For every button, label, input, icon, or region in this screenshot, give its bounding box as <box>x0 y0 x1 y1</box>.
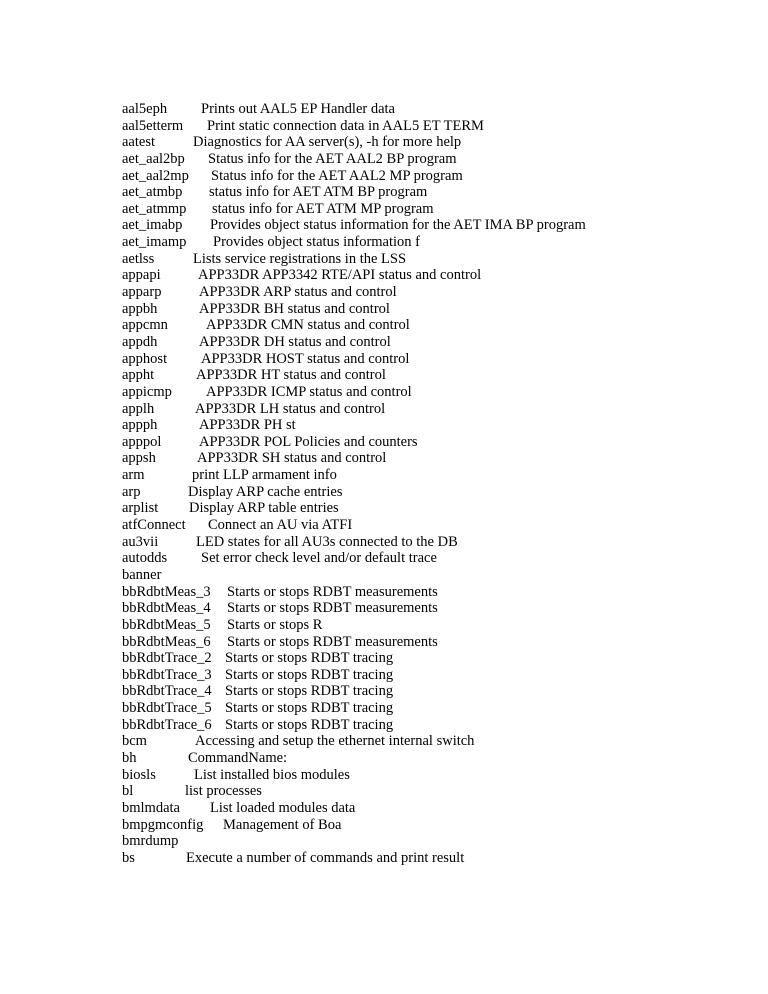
command-description: status info for AET ATM BP program <box>209 184 428 201</box>
command-row <box>122 367 742 384</box>
command-row <box>122 617 742 634</box>
command-description: Starts or stops RDBT tracing <box>225 700 394 717</box>
command-row <box>122 151 742 168</box>
command-description: Print static connection data in AAL5 ET TERM <box>207 117 484 134</box>
command-row <box>122 767 742 784</box>
command-description: Starts or stops RDBT tracing <box>225 683 394 700</box>
command-name: atfConnect <box>122 517 186 534</box>
command-description: Starts or stops R <box>227 616 323 633</box>
command-name: bmpgmconfig <box>122 816 204 833</box>
command-row <box>122 118 742 135</box>
command-row <box>122 700 742 717</box>
command-row <box>122 334 742 351</box>
command-description: Prints out AAL5 EP Handler data <box>201 101 395 117</box>
command-description: APP33DR SH status and control <box>197 450 387 467</box>
command-row <box>122 184 742 201</box>
command-row <box>122 833 742 850</box>
command-row <box>122 717 742 734</box>
command-row <box>122 850 742 867</box>
command-name: aetlss <box>122 250 155 267</box>
command-name: bcm <box>122 733 147 750</box>
command-name: bmrdump <box>122 833 179 850</box>
command-name: appdh <box>122 333 158 350</box>
command-description: Starts or stops RDBT tracing <box>225 666 394 683</box>
command-row <box>122 634 742 651</box>
command-description: Provides object status information f <box>213 234 420 251</box>
command-name: applh <box>122 400 155 417</box>
command-name: aet_atmmp <box>122 200 187 217</box>
command-row <box>122 484 742 501</box>
command-name: appapi <box>122 267 161 284</box>
command-description: Starts or stops RDBT measurements <box>227 600 438 617</box>
command-name: appph <box>122 417 158 434</box>
command-name: apppol <box>122 433 162 450</box>
command-description: APP33DR CMN status and control <box>206 317 410 334</box>
command-row <box>122 534 742 551</box>
command-name: arp <box>122 483 141 500</box>
command-name: bl <box>122 783 134 800</box>
command-row <box>122 317 742 334</box>
command-name: bbRdbtMeas_3 <box>122 583 211 600</box>
command-description: print LLP armament info <box>192 467 337 484</box>
command-description: Execute a number of commands and print result <box>186 849 465 866</box>
command-name: aet_atmbp <box>122 184 183 201</box>
command-row <box>122 217 742 234</box>
command-row <box>122 301 742 318</box>
command-description: Status info for the AET AAL2 BP program <box>208 150 457 167</box>
command-row <box>122 650 742 667</box>
command-name: appsh <box>122 450 156 467</box>
command-description: APP33DR ARP status and control <box>199 284 397 301</box>
command-name: biosls <box>122 766 156 783</box>
command-row <box>122 134 742 151</box>
command-name: bbRdbtTrace_6 <box>122 716 212 733</box>
command-name: aatest <box>122 134 156 151</box>
command-row <box>122 683 742 700</box>
command-description: Starts or stops RDBT measurements <box>227 583 438 600</box>
command-name: bh <box>122 749 137 766</box>
command-row <box>122 401 742 418</box>
command-row <box>122 600 742 617</box>
command-row <box>122 450 742 467</box>
command-name: aal5eph <box>122 101 168 117</box>
command-name: bmlmdata <box>122 799 180 816</box>
command-row <box>122 351 742 368</box>
command-name: bbRdbtTrace_2 <box>122 650 212 667</box>
command-row <box>122 467 742 484</box>
command-description: Display ARP cache entries <box>188 483 343 500</box>
command-row <box>122 384 742 401</box>
command-description: Starts or stops RDBT tracing <box>225 650 394 667</box>
command-description: Diagnostics for AA server(s), -h for more help <box>193 134 462 151</box>
command-description: Management of Boa <box>223 816 342 833</box>
command-description: Lists service registrations in the LSS <box>193 250 407 267</box>
command-description: Provides object status information for the AET IMA BP program <box>210 217 586 234</box>
command-description: Status info for the AET AAL2 MP program <box>211 167 463 184</box>
command-row <box>122 584 742 601</box>
command-description: Starts or stops RDBT tracing <box>225 716 394 733</box>
command-description: APP33DR HT status and control <box>196 367 386 384</box>
command-name: appcmn <box>122 317 168 334</box>
command-description: Accessing and setup the ethernet internal switch <box>195 733 475 750</box>
command-name: appicmp <box>122 383 172 400</box>
command-name: bs <box>122 849 135 866</box>
command-name: apparp <box>122 284 162 301</box>
command-description: APP33DR PH st <box>199 417 296 434</box>
command-row <box>122 783 742 800</box>
command-row <box>122 434 742 451</box>
command-name: au3vii <box>122 533 159 550</box>
command-name: aet_imamp <box>122 234 187 251</box>
command-row <box>122 417 742 434</box>
command-description: APP33DR BH status and control <box>199 300 390 317</box>
command-row <box>122 733 742 750</box>
command-name: bbRdbtTrace_5 <box>122 700 212 717</box>
command-row <box>122 168 742 185</box>
command-row <box>122 500 742 517</box>
command-description: List loaded modules data <box>210 799 356 816</box>
command-row <box>122 550 742 567</box>
command-name: aet_imabp <box>122 217 183 234</box>
command-row <box>122 284 742 301</box>
command-description: APP33DR POL Policies and counters <box>199 433 418 450</box>
command-description: Display ARP table entries <box>189 500 339 517</box>
command-name: bbRdbtTrace_3 <box>122 666 212 683</box>
command-name: bbRdbtMeas_6 <box>122 633 211 650</box>
command-row <box>122 750 742 767</box>
command-row <box>122 101 742 118</box>
command-description: List installed bios modules <box>194 766 350 783</box>
command-row <box>122 800 742 817</box>
command-row <box>122 267 742 284</box>
command-description: status info for AET ATM MP program <box>212 200 434 217</box>
command-name: apphost <box>122 350 168 367</box>
command-description: APP33DR APP3342 RTE/API status and control <box>198 267 482 284</box>
command-row <box>122 517 742 534</box>
command-row <box>122 234 742 251</box>
command-description: list processes <box>185 783 262 800</box>
command-row <box>122 667 742 684</box>
command-name: aet_aal2mp <box>122 167 189 184</box>
command-row <box>122 201 742 218</box>
command-name: bbRdbtTrace_4 <box>122 683 212 700</box>
command-description: APP33DR DH status and control <box>199 333 391 350</box>
command-name: bbRdbtMeas_4 <box>122 600 211 617</box>
command-description: APP33DR HOST status and control <box>201 350 410 367</box>
command-description: Set error check level and/or default trace <box>201 550 437 567</box>
command-description: APP33DR LH status and control <box>195 400 386 417</box>
command-row <box>122 567 742 584</box>
command-name: appht <box>122 367 155 384</box>
command-description: Starts or stops RDBT measurements <box>227 633 438 650</box>
command-list <box>122 101 742 866</box>
command-name: bbRdbtMeas_5 <box>122 616 211 633</box>
command-name: appbh <box>122 300 158 317</box>
command-description: Connect an AU via ATFI <box>208 517 353 534</box>
command-description: APP33DR ICMP status and control <box>206 383 412 400</box>
command-name: aet_aal2bp <box>122 150 185 167</box>
command-name: arplist <box>122 500 159 517</box>
command-description: CommandName: <box>188 749 288 766</box>
command-row <box>122 817 742 834</box>
command-name: aal5etterm <box>122 117 184 134</box>
command-description: LED states for all AU3s connected to the DB <box>196 533 458 550</box>
command-name: arm <box>122 467 145 484</box>
command-name: banner <box>122 566 162 583</box>
command-name: autodds <box>122 550 168 567</box>
command-row <box>122 251 742 268</box>
